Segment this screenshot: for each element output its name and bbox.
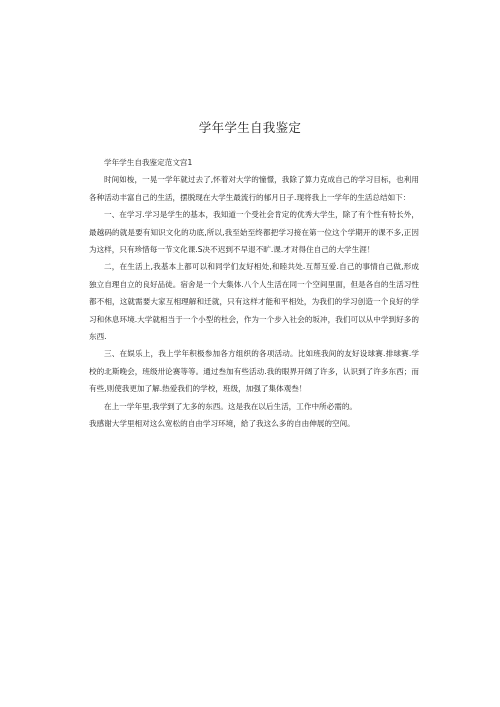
life-paragraph: 二，在生活上,我基本上都可以和同学们友好相处,和睦共处.互帮互爱.自己的事情自己做,形成独立自理自立的良好品徒。宿舍是一个大集体.八个人生活在同一个空间里面，但是各自的生活习性都不相，这就需要大家互相理解和迁就，只有这样才能和平相处，为我们的学习创造一个良好的学习和休息环境.大学就相当于一个小型的杜会，作为一个步入社会的坂冲，我们可以从中学到好多的东西. [89,262,419,342]
subtitle-paragraph: 学年学生自我鉴定范文宫1 [104,158,193,167]
recreation-paragraph: 三、在娱乐上，我上学年积极参加各方组织的各项活动。比如班我间的友好设球赛.排球赛.学校的北斯晚会，班级卅论赛等等。通过叁加有些活动.我的眼界开阔了许多，认识到了许多东西；而有些,则使我更加了解.热爱我们的学校，班级，加强了集体观叁！ [89,349,419,394]
summary-paragraph: 在上一学年里,我学到了尢多的东西。这是我在以后生活，工作中所必需的。 [104,401,358,411]
document-title: 学年学生自我鉴定 [198,120,302,135]
intro-paragraph: 时间如梭，一晃一学年就过去了,怀着对大学的憧憬，我除了算力克成自己的学习目标，也利用各种活动丰富自己的生活，摆脱现在大学生最流行的郁月日子.现将我上一学年的生活总结如下： [89,175,419,202]
study-paragraph: 一、在学习.学习是学生的基本，我知道一个受社会肯定的优秀大学生，除了有个性有特长外，最越码的就是要有知识文化的功底,所以,我至始至终都把学习接在第一位这个学期开的课不多,正因为这样，只有珍惜每一节文化课.S决不迟到不早退不旷.课.才对得住自己的大学生涯！ [89,210,419,255]
document-body [89,154,419,433]
closing-paragraph: 我感谢大学里相对这么宽松的自由学习环境，給了我这么多的自由伸展的空间。 [89,419,355,429]
